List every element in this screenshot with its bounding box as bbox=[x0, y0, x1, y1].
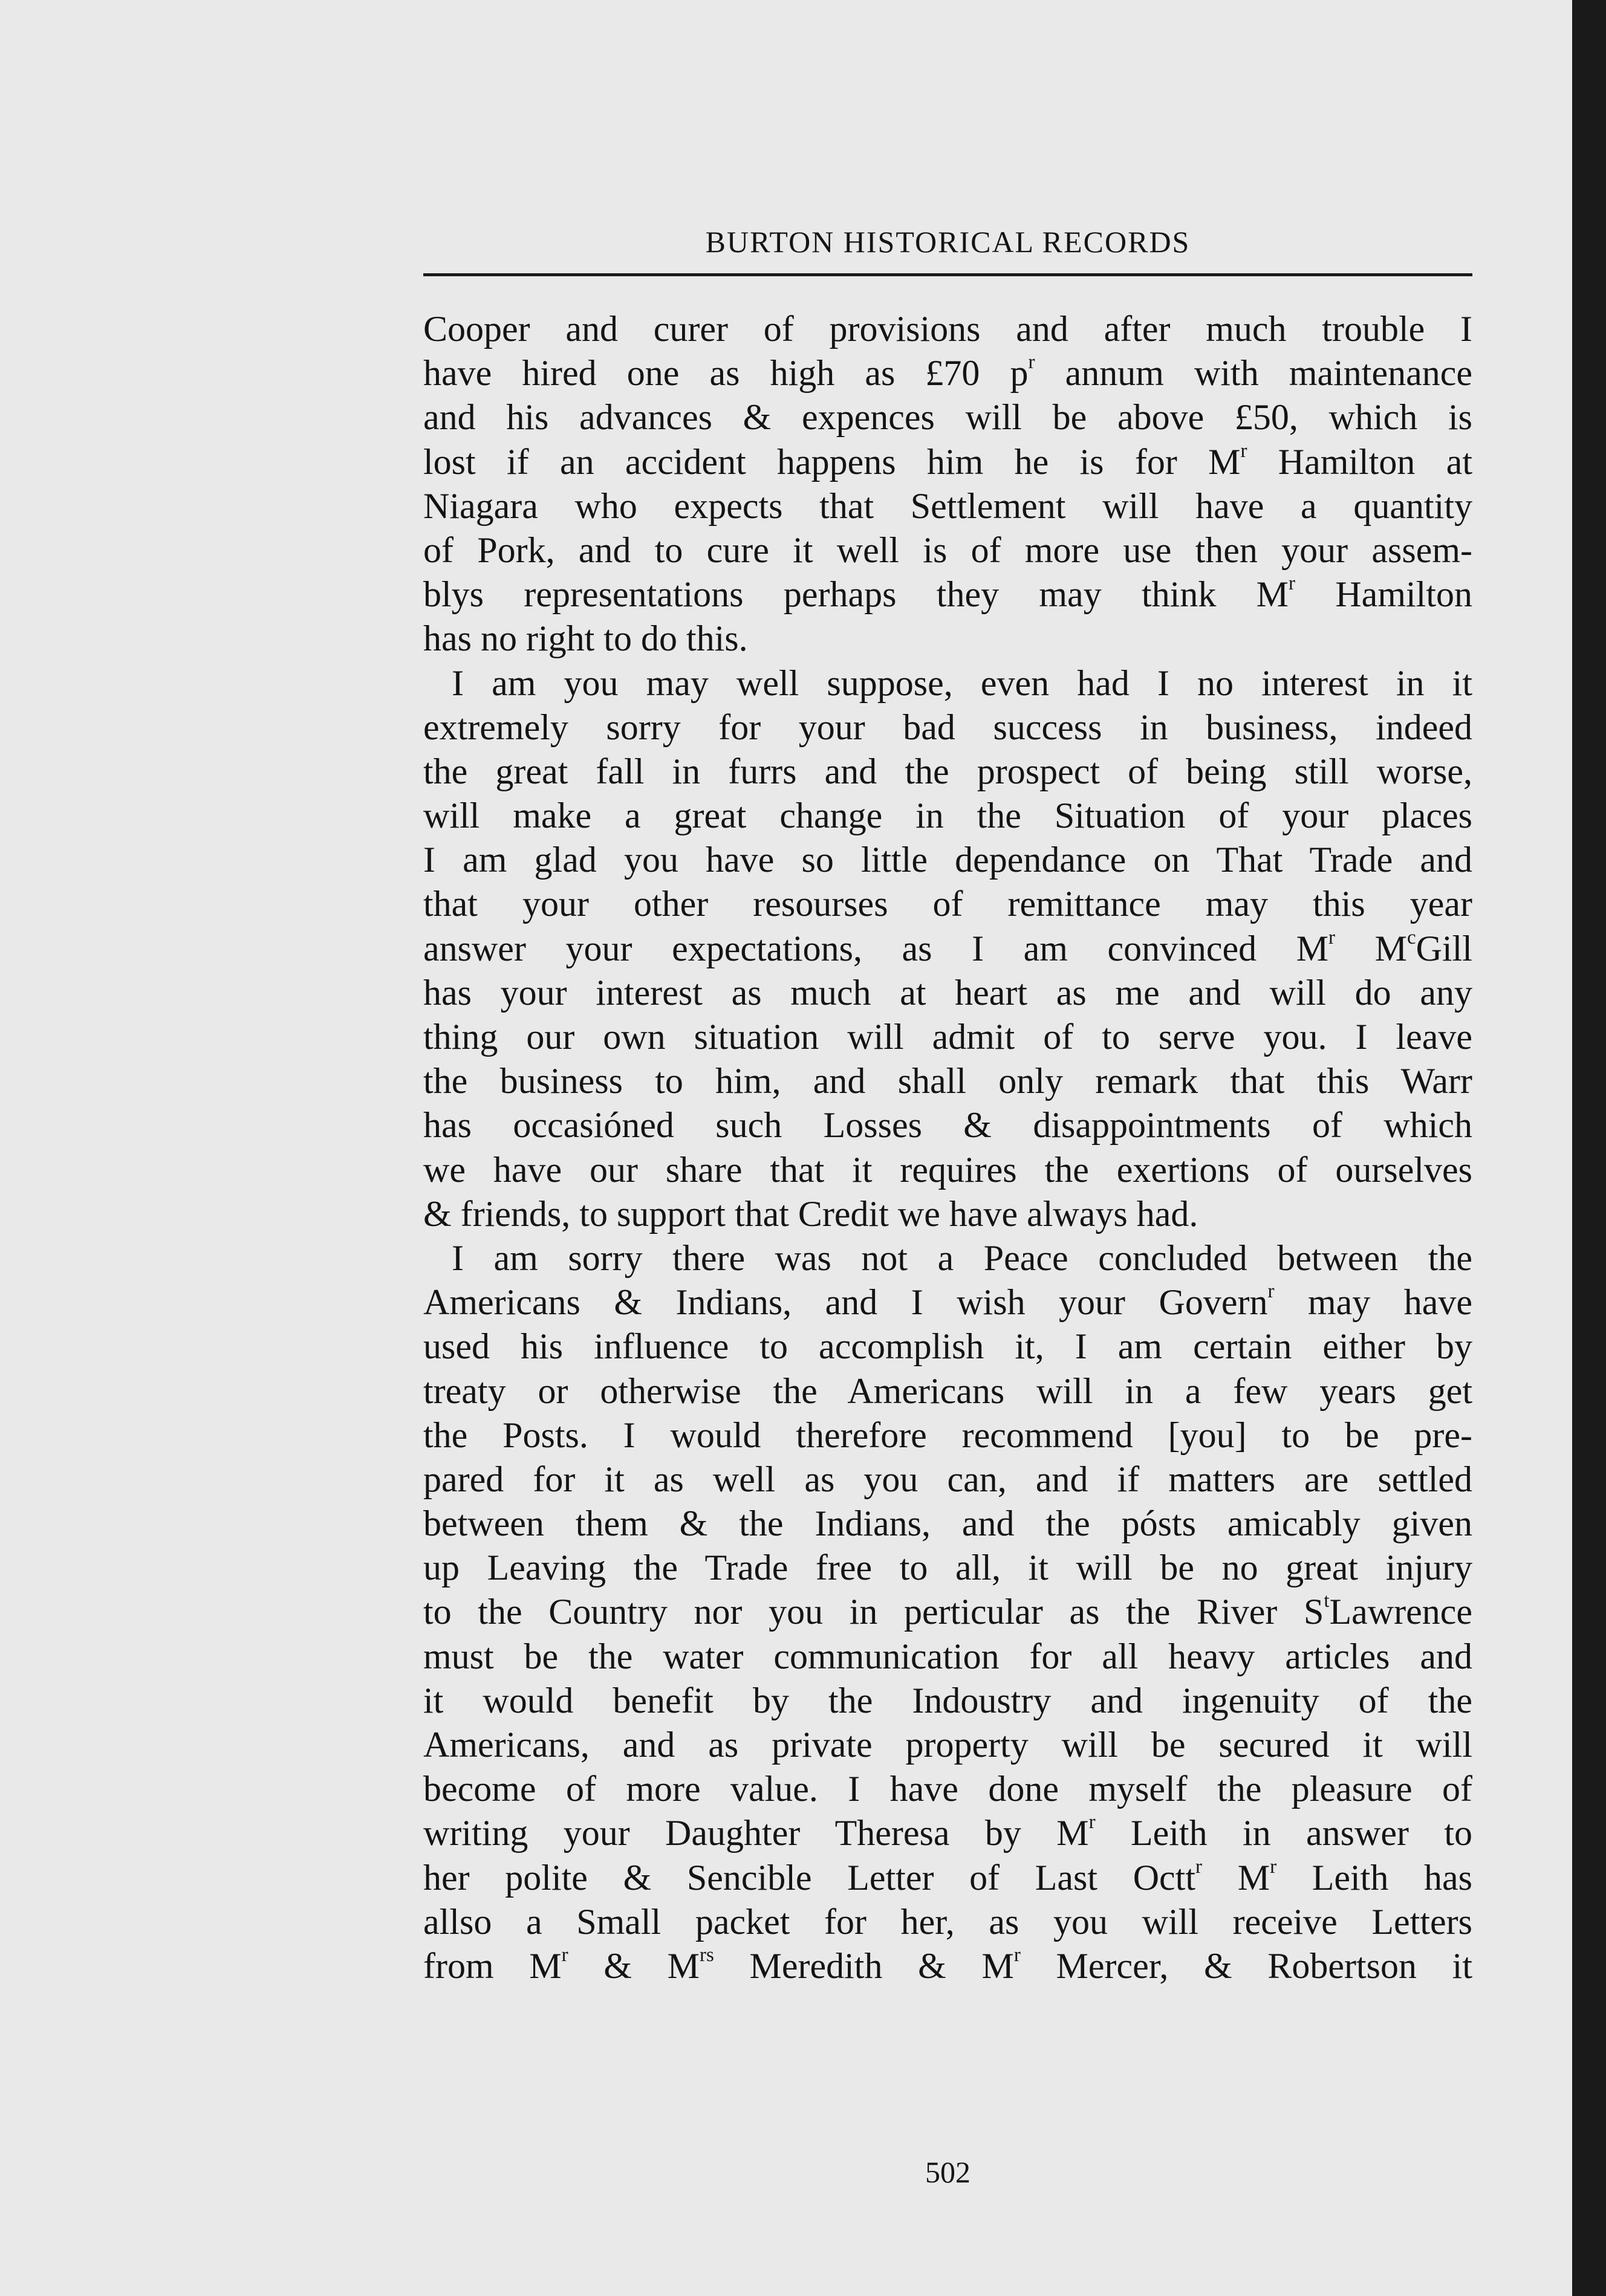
text-run: Leith in answer to bbox=[1095, 1813, 1472, 1853]
text-line bbox=[423, 484, 1472, 528]
page-number: 502 bbox=[925, 2155, 970, 2189]
text-line bbox=[423, 1413, 1472, 1458]
text-line bbox=[423, 1723, 1472, 1767]
superscript: r bbox=[1328, 926, 1336, 949]
header-rule bbox=[423, 273, 1472, 276]
text-line bbox=[423, 794, 1472, 838]
text-run: used his influence to accomplish it, I am certain either by bbox=[423, 1326, 1472, 1367]
text-line bbox=[423, 1900, 1472, 1944]
text-run: I am you may well suppose, even had I no interest in it bbox=[452, 663, 1472, 703]
text-run: Americans & Indians, and I wish your Govern bbox=[423, 1282, 1268, 1323]
text-run: must be the water communication for all heavy articles and bbox=[423, 1636, 1472, 1676]
text-line bbox=[423, 1325, 1472, 1369]
text-line bbox=[423, 351, 1472, 395]
superscript: r bbox=[1270, 1855, 1277, 1878]
text-run: I am glad you have so little dependance on That Trade and bbox=[423, 840, 1472, 880]
text-run: Lawrence bbox=[1329, 1592, 1472, 1632]
text-run: up Leaving the Trade free to all, it will be no great injury bbox=[423, 1548, 1472, 1588]
text-run: lost if an accident happens him he is for M bbox=[423, 441, 1241, 482]
text-run: Cooper and curer of provisions and after much trouble I bbox=[423, 309, 1472, 349]
text-run: between them & the Indians, and the pósts amicably given bbox=[423, 1503, 1472, 1544]
text-run: and his advances & expences will be above £50, which is bbox=[423, 397, 1472, 438]
text-run: the Posts. I would therefore recommend [you] to be pre- bbox=[423, 1415, 1472, 1455]
text-run: her polite & Sencible Letter of Last Octt bbox=[423, 1857, 1196, 1898]
text-line bbox=[423, 1192, 1472, 1236]
text-run: I am sorry there was not a Peace concluded between the bbox=[452, 1237, 1472, 1278]
text-line bbox=[423, 1856, 1472, 1900]
text-line bbox=[423, 1635, 1472, 1679]
text-run: Mercer, & Robertson it bbox=[1020, 1945, 1472, 1986]
text-run: extremely sorry for your bad success in business, indeed bbox=[423, 707, 1472, 747]
text-run: has your interest as much at heart as me and will do any bbox=[423, 972, 1472, 1013]
text-line bbox=[423, 572, 1472, 617]
text-run: & M bbox=[568, 1945, 700, 1986]
text-run: answer your expectations, as I am convinced M bbox=[423, 928, 1329, 968]
text-run: & friends, to support that Credit we have always had. bbox=[423, 1193, 1198, 1234]
text-line bbox=[423, 440, 1472, 484]
text-line bbox=[423, 1015, 1472, 1059]
text-run: the business to him, and shall only remark that this Warr bbox=[423, 1061, 1472, 1101]
text-run: pared for it as well as you can, and if matters are settled bbox=[423, 1459, 1472, 1499]
superscript: r bbox=[1289, 572, 1296, 595]
text-line bbox=[423, 1679, 1472, 1723]
text-line bbox=[423, 971, 1472, 1015]
text-run: thing our own situation will admit of to serve you. I leave bbox=[423, 1017, 1472, 1057]
text-line bbox=[423, 1148, 1472, 1192]
text-run: Hamilton at bbox=[1247, 441, 1472, 482]
text-line bbox=[423, 528, 1472, 572]
text-line bbox=[423, 1369, 1472, 1413]
text-line bbox=[423, 395, 1472, 439]
text-line bbox=[423, 1811, 1472, 1855]
scan-border bbox=[1572, 0, 1606, 2296]
page-header bbox=[423, 0, 1472, 278]
superscript: t bbox=[1324, 1590, 1330, 1612]
text-line bbox=[423, 1944, 1472, 1988]
text-line bbox=[423, 1767, 1472, 1811]
text-run: the great fall in furrs and the prospect of being still worse, bbox=[423, 751, 1472, 791]
text-run: Leith has bbox=[1276, 1857, 1473, 1898]
text-run: may have bbox=[1274, 1282, 1472, 1323]
text-run: blys representations perhaps they may think M bbox=[423, 574, 1289, 615]
text-run: Americans, and as private property will be secured it will bbox=[423, 1725, 1472, 1765]
text-run: treaty or otherwise the Americans will in a few years get bbox=[423, 1370, 1472, 1411]
text-run: Meredith & M bbox=[714, 1945, 1014, 1986]
text-run: annum with maintenance bbox=[1035, 353, 1472, 394]
text-line bbox=[423, 1103, 1472, 1147]
text-line bbox=[423, 838, 1472, 882]
text-run: will make a great change in the Situation of your places bbox=[423, 796, 1472, 836]
text-run: Gill bbox=[1416, 928, 1472, 968]
superscript: r bbox=[1195, 1855, 1203, 1878]
superscript: r bbox=[561, 1944, 568, 1966]
text-run: Hamilton bbox=[1295, 574, 1472, 615]
text-run: writing your Daughter Theresa by M bbox=[423, 1813, 1089, 1853]
text-line bbox=[423, 1590, 1472, 1634]
superscript: r bbox=[1088, 1811, 1096, 1834]
text-run: to the Country nor you in perticular as the River S bbox=[423, 1592, 1324, 1632]
text-run: allso a Small packet for her, as you will receive Letters bbox=[423, 1901, 1472, 1942]
text-run: that your other resourses of remittance may this year bbox=[423, 884, 1472, 924]
text-run: we have our share that it requires the exertions of ourselves bbox=[423, 1149, 1472, 1190]
superscript: r bbox=[1013, 1944, 1021, 1966]
superscript: r bbox=[1267, 1280, 1275, 1303]
text-line bbox=[423, 1546, 1472, 1590]
text-line bbox=[423, 882, 1472, 926]
text-line bbox=[423, 1280, 1472, 1325]
text-line bbox=[423, 1458, 1472, 1502]
text-run: has no right to do this. bbox=[423, 618, 748, 659]
text-line bbox=[423, 705, 1472, 750]
text-run: from M bbox=[423, 1945, 562, 1986]
text-run: have hired one as high as £70 p bbox=[423, 353, 1029, 394]
text-line bbox=[423, 1236, 1472, 1280]
text-run: of Pork, and to cure it well is of more use then your assem- bbox=[423, 530, 1472, 570]
text-run: it would benefit by the Indoustry and ingenuity of the bbox=[423, 1680, 1472, 1720]
superscript: r bbox=[1240, 439, 1247, 462]
text-line bbox=[423, 750, 1472, 794]
text-line bbox=[423, 1502, 1472, 1546]
text-line bbox=[423, 307, 1472, 351]
text-run: become of more value. I have done myself the pleasure of bbox=[423, 1769, 1472, 1809]
body-text bbox=[423, 307, 1472, 1988]
text-line bbox=[423, 661, 1472, 705]
text-line bbox=[423, 617, 1472, 661]
text-run: has occasióned such Losses & disappointments of which bbox=[423, 1105, 1472, 1146]
text-run: M bbox=[1202, 1857, 1270, 1898]
text-run: M bbox=[1335, 928, 1407, 968]
text-line bbox=[423, 1059, 1472, 1103]
superscript: r bbox=[1028, 351, 1035, 374]
text-run: Niagara who expects that Settlement will have a quantity bbox=[423, 485, 1472, 526]
superscript: rs bbox=[700, 1944, 714, 1966]
running-head: BURTON HISTORICAL RECORDS bbox=[705, 225, 1191, 259]
text-line bbox=[423, 927, 1472, 971]
superscript: c bbox=[1406, 926, 1416, 949]
